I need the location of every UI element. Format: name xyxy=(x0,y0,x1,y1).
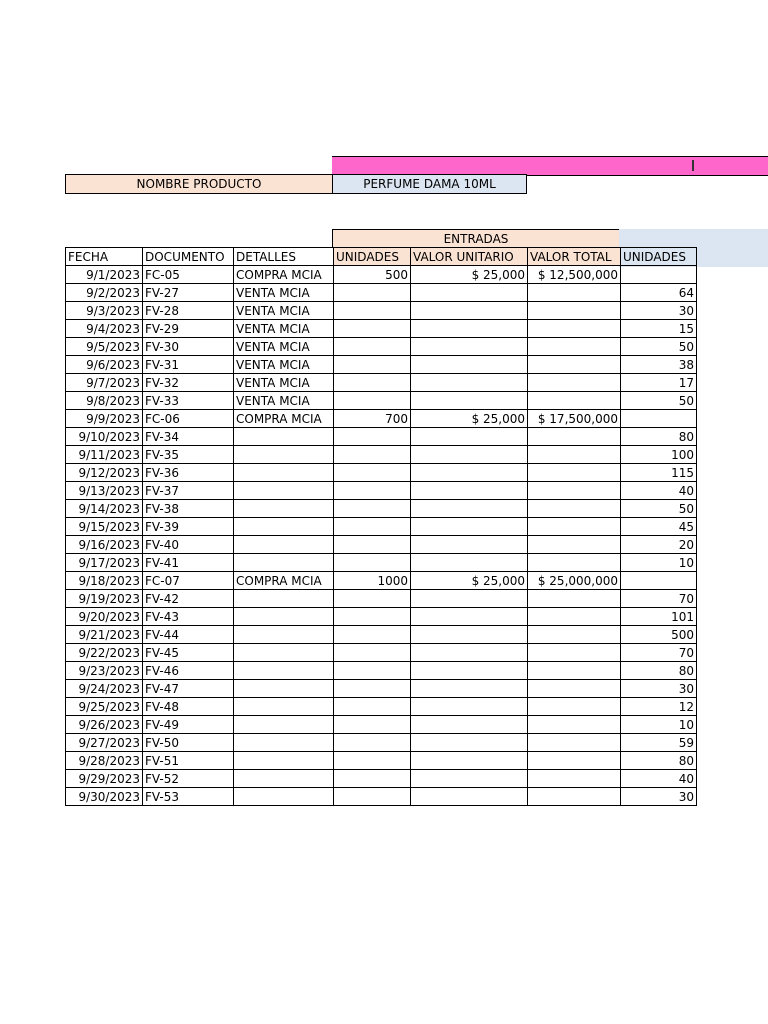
cell-unidades-salidas[interactable] xyxy=(621,266,697,284)
cell-unidades-salidas[interactable]: 40 xyxy=(621,482,697,500)
cell-detalles[interactable] xyxy=(234,752,334,770)
cell-valor-total[interactable] xyxy=(528,428,621,446)
cell-detalles[interactable] xyxy=(234,770,334,788)
table-row xyxy=(66,680,697,698)
cell-fecha[interactable]: 9/18/2023 xyxy=(66,572,143,590)
cell-valor-total[interactable] xyxy=(528,698,621,716)
cell-detalles[interactable]: COMPRA MCIA xyxy=(234,572,334,590)
table-row xyxy=(66,284,697,302)
cell-valor-unitario[interactable] xyxy=(411,284,528,302)
cell-valor-unitario[interactable] xyxy=(411,608,528,626)
cell-unidades-entradas[interactable] xyxy=(334,680,411,698)
cell-documento[interactable]: FV-29 xyxy=(143,320,234,338)
cell-fecha[interactable]: 9/9/2023 xyxy=(66,410,143,428)
cell-valor-total[interactable] xyxy=(528,338,621,356)
cell-fecha[interactable]: 9/28/2023 xyxy=(66,752,143,770)
table-row xyxy=(66,662,697,680)
cell-documento[interactable]: FV-34 xyxy=(143,428,234,446)
cell-detalles[interactable] xyxy=(234,626,334,644)
cell-detalles[interactable]: VENTA MCIA xyxy=(234,356,334,374)
cell-detalles[interactable] xyxy=(234,482,334,500)
cell-fecha[interactable]: 9/19/2023 xyxy=(66,590,143,608)
cell-documento[interactable]: FV-40 xyxy=(143,536,234,554)
cell-fecha[interactable]: 9/29/2023 xyxy=(66,770,143,788)
table-row xyxy=(66,500,697,518)
cell-valor-total[interactable] xyxy=(528,518,621,536)
cell-unidades-salidas[interactable]: 10 xyxy=(621,554,697,572)
cell-unidades-salidas[interactable]: 64 xyxy=(621,284,697,302)
cell-fecha[interactable]: 9/1/2023 xyxy=(66,266,143,284)
cell-unidades-salidas[interactable]: 115 xyxy=(621,464,697,482)
cell-documento[interactable]: FV-50 xyxy=(143,734,234,752)
cell-detalles[interactable] xyxy=(234,698,334,716)
cell-detalles[interactable] xyxy=(234,680,334,698)
cell-fecha[interactable]: 9/30/2023 xyxy=(66,788,143,806)
cell-unidades-salidas[interactable]: 59 xyxy=(621,734,697,752)
table-row xyxy=(66,302,697,320)
cell-valor-total[interactable] xyxy=(528,734,621,752)
cell-valor-unitario[interactable] xyxy=(411,554,528,572)
cell-valor-total[interactable] xyxy=(528,392,621,410)
cell-detalles[interactable] xyxy=(234,662,334,680)
cell-unidades-entradas[interactable] xyxy=(334,284,411,302)
cell-valor-total[interactable] xyxy=(528,320,621,338)
cell-valor-total[interactable] xyxy=(528,482,621,500)
cell-unidades-entradas[interactable] xyxy=(334,716,411,734)
cell-fecha[interactable]: 9/5/2023 xyxy=(66,338,143,356)
cell-valor-unitario[interactable] xyxy=(411,446,528,464)
cell-detalles[interactable]: VENTA MCIA xyxy=(234,302,334,320)
cell-valor-total[interactable] xyxy=(528,608,621,626)
cell-detalles[interactable]: VENTA MCIA xyxy=(234,374,334,392)
cell-detalles[interactable]: VENTA MCIA xyxy=(234,338,334,356)
cell-unidades-salidas[interactable]: 30 xyxy=(621,788,697,806)
cell-documento[interactable]: FC-06 xyxy=(143,410,234,428)
cell-detalles[interactable]: VENTA MCIA xyxy=(234,392,334,410)
product-name-label: NOMBRE PRODUCTO xyxy=(65,174,333,194)
cell-fecha[interactable]: 9/26/2023 xyxy=(66,716,143,734)
cell-documento[interactable]: FV-39 xyxy=(143,518,234,536)
table-row xyxy=(66,626,697,644)
cell-valor-unitario[interactable] xyxy=(411,644,528,662)
cell-valor-total[interactable] xyxy=(528,302,621,320)
cell-unidades-salidas[interactable]: 80 xyxy=(621,662,697,680)
header-fecha: FECHA xyxy=(66,248,143,266)
cell-documento[interactable]: FC-07 xyxy=(143,572,234,590)
cell-unidades-entradas[interactable] xyxy=(334,536,411,554)
cell-documento[interactable]: FV-48 xyxy=(143,698,234,716)
table-row xyxy=(66,536,697,554)
cell-fecha[interactable]: 9/16/2023 xyxy=(66,536,143,554)
cell-valor-total[interactable] xyxy=(528,626,621,644)
table-row xyxy=(66,698,697,716)
cell-detalles[interactable] xyxy=(234,554,334,572)
header-detalles: DETALLES xyxy=(234,248,334,266)
cell-valor-unitario[interactable] xyxy=(411,536,528,554)
cell-documento[interactable]: FV-36 xyxy=(143,464,234,482)
cell-detalles[interactable]: COMPRA MCIA xyxy=(234,266,334,284)
cell-unidades-entradas[interactable] xyxy=(334,500,411,518)
cell-unidades-salidas[interactable]: 30 xyxy=(621,680,697,698)
cell-detalles[interactable] xyxy=(234,428,334,446)
cell-unidades-salidas[interactable]: 101 xyxy=(621,608,697,626)
cell-unidades-entradas[interactable] xyxy=(334,752,411,770)
cell-unidades-entradas[interactable] xyxy=(334,392,411,410)
cell-valor-total[interactable] xyxy=(528,356,621,374)
cell-documento[interactable]: FV-49 xyxy=(143,716,234,734)
table-row xyxy=(66,518,697,536)
cell-valor-total[interactable] xyxy=(528,464,621,482)
cell-valor-unitario[interactable] xyxy=(411,626,528,644)
pink-header-band xyxy=(332,156,768,176)
cell-fecha[interactable]: 9/13/2023 xyxy=(66,482,143,500)
cell-fecha[interactable]: 9/24/2023 xyxy=(66,680,143,698)
cell-valor-total[interactable] xyxy=(528,644,621,662)
cell-fecha[interactable]: 9/10/2023 xyxy=(66,428,143,446)
cell-valor-total[interactable]: $ 12,500,000 xyxy=(528,266,621,284)
table-row xyxy=(66,590,697,608)
cell-documento[interactable]: FV-44 xyxy=(143,626,234,644)
cell-unidades-salidas[interactable]: 15 xyxy=(621,320,697,338)
cell-unidades-entradas[interactable] xyxy=(334,446,411,464)
cell-documento[interactable]: FV-38 xyxy=(143,500,234,518)
cell-valor-unitario[interactable] xyxy=(411,788,528,806)
cell-unidades-entradas[interactable]: 1000 xyxy=(334,572,411,590)
table-row xyxy=(66,356,697,374)
cell-detalles[interactable]: VENTA MCIA xyxy=(234,320,334,338)
cell-unidades-entradas[interactable] xyxy=(334,518,411,536)
cell-valor-total[interactable] xyxy=(528,770,621,788)
cell-detalles[interactable]: VENTA MCIA xyxy=(234,284,334,302)
cell-unidades-salidas[interactable]: 17 xyxy=(621,374,697,392)
cell-fecha[interactable]: 9/23/2023 xyxy=(66,662,143,680)
cell-unidades-entradas[interactable] xyxy=(334,662,411,680)
table-row xyxy=(66,266,697,284)
cell-unidades-entradas[interactable] xyxy=(334,428,411,446)
cell-valor-unitario[interactable] xyxy=(411,428,528,446)
cell-documento[interactable]: FV-32 xyxy=(143,374,234,392)
cell-unidades-salidas[interactable]: 20 xyxy=(621,536,697,554)
cell-valor-total[interactable] xyxy=(528,446,621,464)
cell-valor-unitario[interactable]: $ 25,000 xyxy=(411,266,528,284)
cell-documento[interactable]: FC-05 xyxy=(143,266,234,284)
cell-documento[interactable]: FV-35 xyxy=(143,446,234,464)
cell-unidades-salidas[interactable]: 40 xyxy=(621,770,697,788)
cell-unidades-salidas[interactable] xyxy=(621,410,697,428)
cell-fecha[interactable]: 9/6/2023 xyxy=(66,356,143,374)
cell-valor-unitario[interactable] xyxy=(411,680,528,698)
cell-valor-total[interactable] xyxy=(528,716,621,734)
table-row xyxy=(66,446,697,464)
cell-unidades-entradas[interactable] xyxy=(334,734,411,752)
cell-documento[interactable]: FV-37 xyxy=(143,482,234,500)
cell-fecha[interactable]: 9/14/2023 xyxy=(66,500,143,518)
cell-unidades-entradas[interactable] xyxy=(334,770,411,788)
header-unidades-salidas: UNIDADES xyxy=(621,248,697,266)
cell-unidades-entradas[interactable] xyxy=(334,590,411,608)
cell-valor-unitario[interactable] xyxy=(411,752,528,770)
cell-valor-unitario[interactable] xyxy=(411,482,528,500)
cell-detalles[interactable] xyxy=(234,590,334,608)
cell-valor-unitario[interactable] xyxy=(411,374,528,392)
cell-detalles[interactable] xyxy=(234,644,334,662)
cell-unidades-salidas[interactable]: 38 xyxy=(621,356,697,374)
cell-unidades-entradas[interactable]: 700 xyxy=(334,410,411,428)
cell-unidades-salidas[interactable]: 70 xyxy=(621,590,697,608)
cell-unidades-salidas[interactable]: 80 xyxy=(621,752,697,770)
cell-valor-unitario[interactable] xyxy=(411,356,528,374)
cell-valor-total[interactable] xyxy=(528,590,621,608)
cell-unidades-salidas[interactable]: 50 xyxy=(621,338,697,356)
cell-unidades-salidas[interactable] xyxy=(621,572,697,590)
cell-unidades-entradas[interactable] xyxy=(334,626,411,644)
header-valor-unitario: VALOR UNITARIO xyxy=(411,248,528,266)
cell-unidades-entradas[interactable] xyxy=(334,482,411,500)
cell-fecha[interactable]: 9/21/2023 xyxy=(66,626,143,644)
cell-unidades-entradas[interactable] xyxy=(334,320,411,338)
cell-valor-unitario[interactable] xyxy=(411,590,528,608)
cell-fecha[interactable]: 9/25/2023 xyxy=(66,698,143,716)
table-header-row xyxy=(66,248,697,266)
cell-valor-unitario[interactable] xyxy=(411,338,528,356)
cell-fecha[interactable]: 9/22/2023 xyxy=(66,644,143,662)
cell-valor-unitario[interactable] xyxy=(411,464,528,482)
cell-valor-unitario[interactable] xyxy=(411,716,528,734)
cell-valor-total[interactable] xyxy=(528,500,621,518)
table-row xyxy=(66,320,697,338)
cell-unidades-entradas[interactable] xyxy=(334,338,411,356)
cell-unidades-entradas[interactable] xyxy=(334,788,411,806)
cell-detalles[interactable] xyxy=(234,518,334,536)
table-row xyxy=(66,788,697,806)
cell-documento[interactable]: FV-46 xyxy=(143,662,234,680)
table-row xyxy=(66,752,697,770)
cell-valor-total[interactable]: $ 17,500,000 xyxy=(528,410,621,428)
cell-unidades-salidas[interactable]: 100 xyxy=(621,446,697,464)
cell-unidades-salidas[interactable]: 30 xyxy=(621,302,697,320)
cell-unidades-entradas[interactable] xyxy=(334,374,411,392)
cell-detalles[interactable] xyxy=(234,536,334,554)
table-row xyxy=(66,464,697,482)
cell-valor-unitario[interactable]: $ 25,000 xyxy=(411,410,528,428)
cell-unidades-entradas[interactable]: 500 xyxy=(334,266,411,284)
table-row xyxy=(66,734,697,752)
table-row xyxy=(66,572,697,590)
cell-valor-unitario[interactable] xyxy=(411,302,528,320)
cell-unidades-entradas[interactable] xyxy=(334,302,411,320)
cell-valor-total[interactable] xyxy=(528,752,621,770)
cell-detalles[interactable] xyxy=(234,500,334,518)
header-valor-total: VALOR TOTAL xyxy=(528,248,621,266)
cell-valor-unitario[interactable] xyxy=(411,500,528,518)
table-row xyxy=(66,374,697,392)
cell-fecha[interactable]: 9/3/2023 xyxy=(66,302,143,320)
cell-fecha[interactable]: 9/8/2023 xyxy=(66,392,143,410)
cell-detalles[interactable] xyxy=(234,716,334,734)
cell-documento[interactable]: FV-51 xyxy=(143,752,234,770)
cell-fecha[interactable]: 9/20/2023 xyxy=(66,608,143,626)
cell-unidades-salidas[interactable]: 70 xyxy=(621,644,697,662)
cell-documento[interactable]: FV-30 xyxy=(143,338,234,356)
table-row xyxy=(66,482,697,500)
table-row xyxy=(66,608,697,626)
table-row xyxy=(66,554,697,572)
cell-documento[interactable]: FV-52 xyxy=(143,770,234,788)
cell-documento[interactable]: FV-47 xyxy=(143,680,234,698)
cell-unidades-salidas[interactable]: 50 xyxy=(621,500,697,518)
cell-valor-total[interactable] xyxy=(528,788,621,806)
cell-detalles[interactable] xyxy=(234,788,334,806)
cell-documento[interactable]: FV-45 xyxy=(143,644,234,662)
cell-documento[interactable]: FV-31 xyxy=(143,356,234,374)
cell-unidades-salidas[interactable]: 12 xyxy=(621,698,697,716)
cell-valor-total[interactable] xyxy=(528,662,621,680)
cell-valor-unitario[interactable] xyxy=(411,770,528,788)
cell-detalles[interactable] xyxy=(234,608,334,626)
table-row xyxy=(66,338,697,356)
cell-unidades-entradas[interactable] xyxy=(334,554,411,572)
cell-documento[interactable]: FV-28 xyxy=(143,302,234,320)
table-row xyxy=(66,410,697,428)
cell-documento[interactable]: FV-53 xyxy=(143,788,234,806)
cell-fecha[interactable]: 9/12/2023 xyxy=(66,464,143,482)
table-row xyxy=(66,716,697,734)
cell-valor-total[interactable] xyxy=(528,284,621,302)
cell-valor-total[interactable] xyxy=(528,374,621,392)
cell-detalles[interactable] xyxy=(234,464,334,482)
cell-valor-total[interactable] xyxy=(528,536,621,554)
cell-fecha[interactable]: 9/17/2023 xyxy=(66,554,143,572)
cell-unidades-entradas[interactable] xyxy=(334,608,411,626)
cell-valor-total[interactable] xyxy=(528,680,621,698)
cell-unidades-salidas[interactable]: 45 xyxy=(621,518,697,536)
cell-valor-unitario[interactable] xyxy=(411,320,528,338)
cell-valor-unitario[interactable] xyxy=(411,698,528,716)
cell-unidades-entradas[interactable] xyxy=(334,464,411,482)
cell-valor-unitario[interactable] xyxy=(411,734,528,752)
table-row xyxy=(66,392,697,410)
cell-detalles[interactable]: COMPRA MCIA xyxy=(234,410,334,428)
cell-unidades-salidas[interactable]: 80 xyxy=(621,428,697,446)
cell-unidades-salidas[interactable]: 10 xyxy=(621,716,697,734)
cell-detalles[interactable] xyxy=(234,446,334,464)
entradas-header: ENTRADAS xyxy=(332,229,620,248)
cell-valor-unitario[interactable] xyxy=(411,392,528,410)
cell-documento[interactable]: FV-41 xyxy=(143,554,234,572)
cell-valor-total[interactable]: $ 25,000,000 xyxy=(528,572,621,590)
inventory-ledger-table xyxy=(65,247,697,806)
cell-valor-unitario[interactable] xyxy=(411,662,528,680)
cell-fecha[interactable]: 9/4/2023 xyxy=(66,320,143,338)
cell-unidades-entradas[interactable] xyxy=(334,644,411,662)
cell-valor-unitario[interactable]: $ 25,000 xyxy=(411,572,528,590)
product-name-value[interactable]: PERFUME DAMA 10ML xyxy=(332,174,527,194)
cell-unidades-salidas[interactable]: 500 xyxy=(621,626,697,644)
cell-valor-total[interactable] xyxy=(528,554,621,572)
cell-unidades-salidas[interactable]: 50 xyxy=(621,392,697,410)
cell-unidades-entradas[interactable] xyxy=(334,356,411,374)
table-row xyxy=(66,428,697,446)
header-documento: DOCUMENTO xyxy=(143,248,234,266)
cell-detalles[interactable] xyxy=(234,734,334,752)
header-unidades-entradas: UNIDADES xyxy=(334,248,411,266)
cell-fecha[interactable]: 9/7/2023 xyxy=(66,374,143,392)
cell-fecha[interactable]: 9/27/2023 xyxy=(66,734,143,752)
table-row xyxy=(66,770,697,788)
cell-documento[interactable]: FV-33 xyxy=(143,392,234,410)
cell-documento[interactable]: FV-42 xyxy=(143,590,234,608)
cell-fecha[interactable]: 9/11/2023 xyxy=(66,446,143,464)
header-text-fragment xyxy=(692,160,694,171)
cell-valor-unitario[interactable] xyxy=(411,518,528,536)
cell-documento[interactable]: FV-43 xyxy=(143,608,234,626)
table-row xyxy=(66,644,697,662)
cell-fecha[interactable]: 9/15/2023 xyxy=(66,518,143,536)
cell-documento[interactable]: FV-27 xyxy=(143,284,234,302)
cell-unidades-entradas[interactable] xyxy=(334,698,411,716)
cell-fecha[interactable]: 9/2/2023 xyxy=(66,284,143,302)
